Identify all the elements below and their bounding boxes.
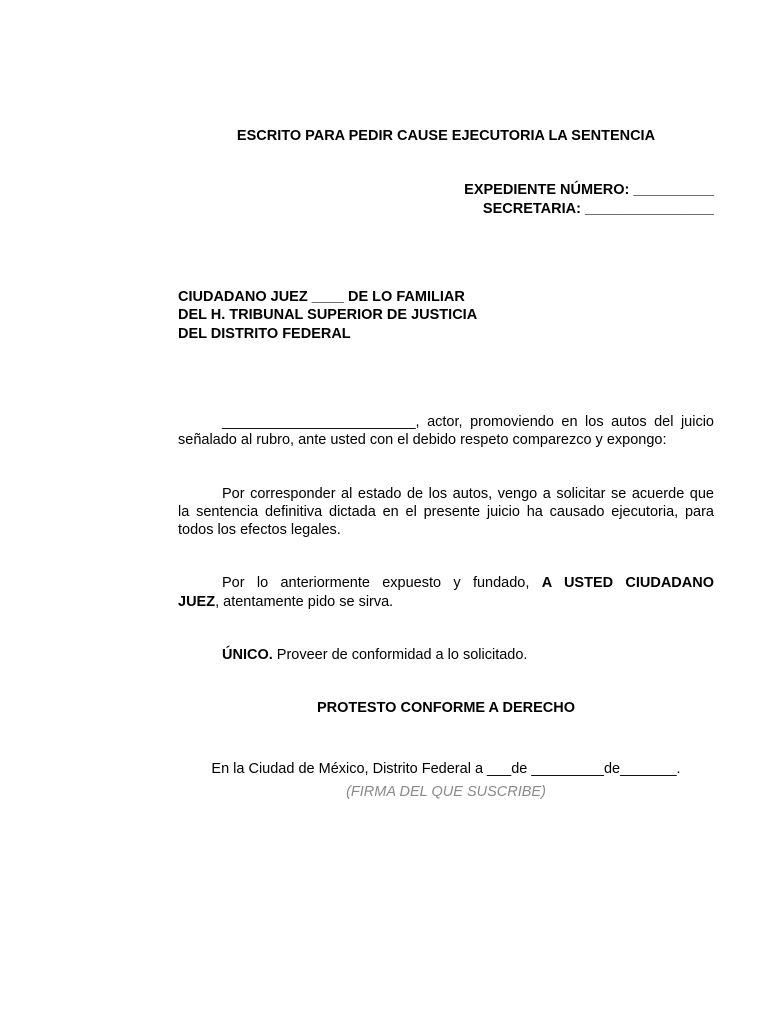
paragraph-2-line-3: todos los efectos legales.: [178, 522, 341, 538]
paragraph-3-rest: , atentamente pido se sirva.: [215, 594, 394, 610]
addressee-line-2: DEL H. TRIBUNAL SUPERIOR DE JUSTICIA: [178, 307, 478, 323]
addressee-line-3: DEL DISTRITO FEDERAL: [178, 326, 351, 342]
paragraph-3-bold-a: A USTED CIUDADANO: [541, 575, 714, 591]
paragraph-3-line-1: [222, 574, 714, 593]
unico-label: ÚNICO.: [222, 647, 273, 663]
expediente-number: EXPEDIENTE NÚMERO: __________: [464, 182, 714, 198]
paragraph-3-bold-b: JUEZ: [178, 594, 216, 610]
paragraph-3-line-2: [178, 593, 714, 612]
paragraph-1-line-1: ________________________, actor, promoviendo en los autos del juicio: [222, 414, 714, 430]
signature-caption: (FIRMA DEL QUE SUSCRIBE): [346, 784, 546, 800]
secretaria: SECRETARIA: ________________: [482, 201, 714, 217]
unico-text: Proveer de conformidad a lo solicitado.: [272, 647, 528, 663]
unico-line: [222, 646, 714, 665]
paragraph-3-text: Por lo anteriormente expuesto y fundado,: [222, 575, 530, 591]
paragraph-1-line-2: señalado al rubro, ante usted con el debido respeto comparezco y expongo:: [178, 432, 667, 448]
protesto-heading: PROTESTO CONFORME A DERECHO: [316, 700, 576, 716]
document-title: ESCRITO PARA PEDIR CAUSE EJECUTORIA LA SENTENCIA: [236, 128, 656, 144]
addressee-line-1: CIUDADANO JUEZ ____ DE LO FAMILIAR: [178, 289, 465, 305]
paragraph-2-line-1: Por corresponder al estado de los autos, vengo a solicitar se acuerde que: [222, 486, 714, 502]
paragraph-2-line-2: la sentencia definitiva dictada en el presente juicio ha causado ejecutoria, para: [178, 504, 714, 520]
place-date-line: En la Ciudad de México, Distrito Federal a ___de _________de_______.: [211, 761, 681, 777]
